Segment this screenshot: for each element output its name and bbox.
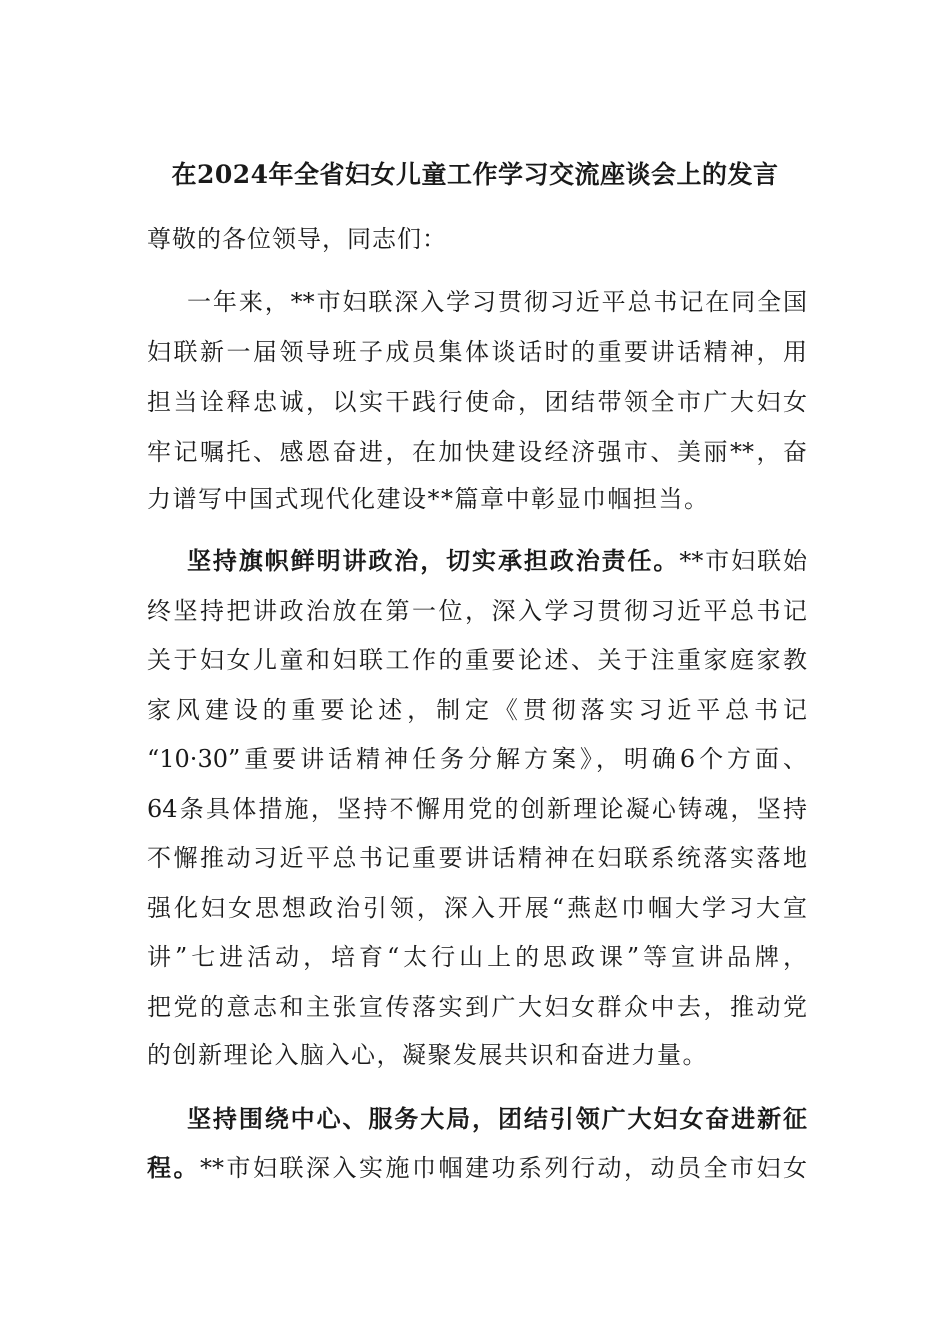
paragraph-2-line-7: 不懈推动习近平总书记重要讲话精神在妇联系统落实落地 [147, 844, 807, 872]
paragraph-1-line-5: 力谱写中国式现代化建设**篇章中彰显巾帼担当。 [147, 485, 710, 513]
salutation: 尊敬的各位领导，同志们： [147, 225, 447, 253]
paragraph-2-line-2: 终坚持把讲政治放在第一位，深入学习贯彻习近平总书记 [147, 597, 807, 625]
paragraph-2-line-6: 64条具体措施，坚持不懈用党的创新理论凝心铸魂，坚持 [147, 795, 807, 823]
paragraph-2-line-5: “10·30”重要讲话精神任务分解方案》，明确6个方面、 [147, 745, 807, 773]
paragraph-2-line-4: 家风建设的重要论述，制定《贯彻落实习近平总书记 [147, 696, 807, 724]
paragraph-1-line-3: 担当诠释忠诚，以实干践行使命，团结带领全市广大妇女 [147, 388, 807, 416]
paragraph-2-line-1 [187, 541, 807, 581]
paragraph-2-line-9: 讲”七进活动，培育“太行山上的思政课”等宣讲品牌， [147, 943, 807, 971]
paragraph-3-line-2-rest: **市妇联深入实施巾帼建功系列行动，动员全市妇女 [200, 1154, 807, 1182]
paragraph-1-line-1: 一年来，**市妇联深入学习贯彻习近平总书记在同全国 [187, 288, 807, 316]
paragraph-1-line-4: 牢记嘱托、感恩奋进，在加快建设经济强市、美丽**，奋 [147, 438, 807, 466]
document-title: 在2024年全省妇女儿童工作学习交流座谈会上的发言 [171, 160, 779, 189]
paragraph-3-heading-line-1: 坚持围绕中心、服务大局，团结引领广大妇女奋进新征 [187, 1104, 807, 1133]
paragraph-2-line-11: 的创新理论入脑入心，凝聚发展共识和奋进力量。 [147, 1041, 708, 1069]
paragraph-2-line-10: 把党的意志和主张宣传落实到广大妇女群众中去，推动党 [147, 993, 807, 1021]
paragraph-2-first-rest: **市妇联始 [679, 547, 808, 575]
paragraph-3-heading-end: 程。 [147, 1153, 200, 1182]
paragraph-2-line-8: 强化妇女思想政治引领，深入开展“燕赵巾帼大学习大宣 [147, 894, 807, 922]
paragraph-1-line-2: 妇联新一届领导班子成员集体谈话时的重要讲话精神，用 [147, 338, 807, 366]
paragraph-2-heading: 坚持旗帜鲜明讲政治，切实承担政治责任。 [187, 546, 680, 575]
paragraph-3-line-2 [147, 1148, 807, 1188]
paragraph-2-line-3: 关于妇女儿童和妇联工作的重要论述、关于注重家庭家教 [147, 646, 807, 674]
